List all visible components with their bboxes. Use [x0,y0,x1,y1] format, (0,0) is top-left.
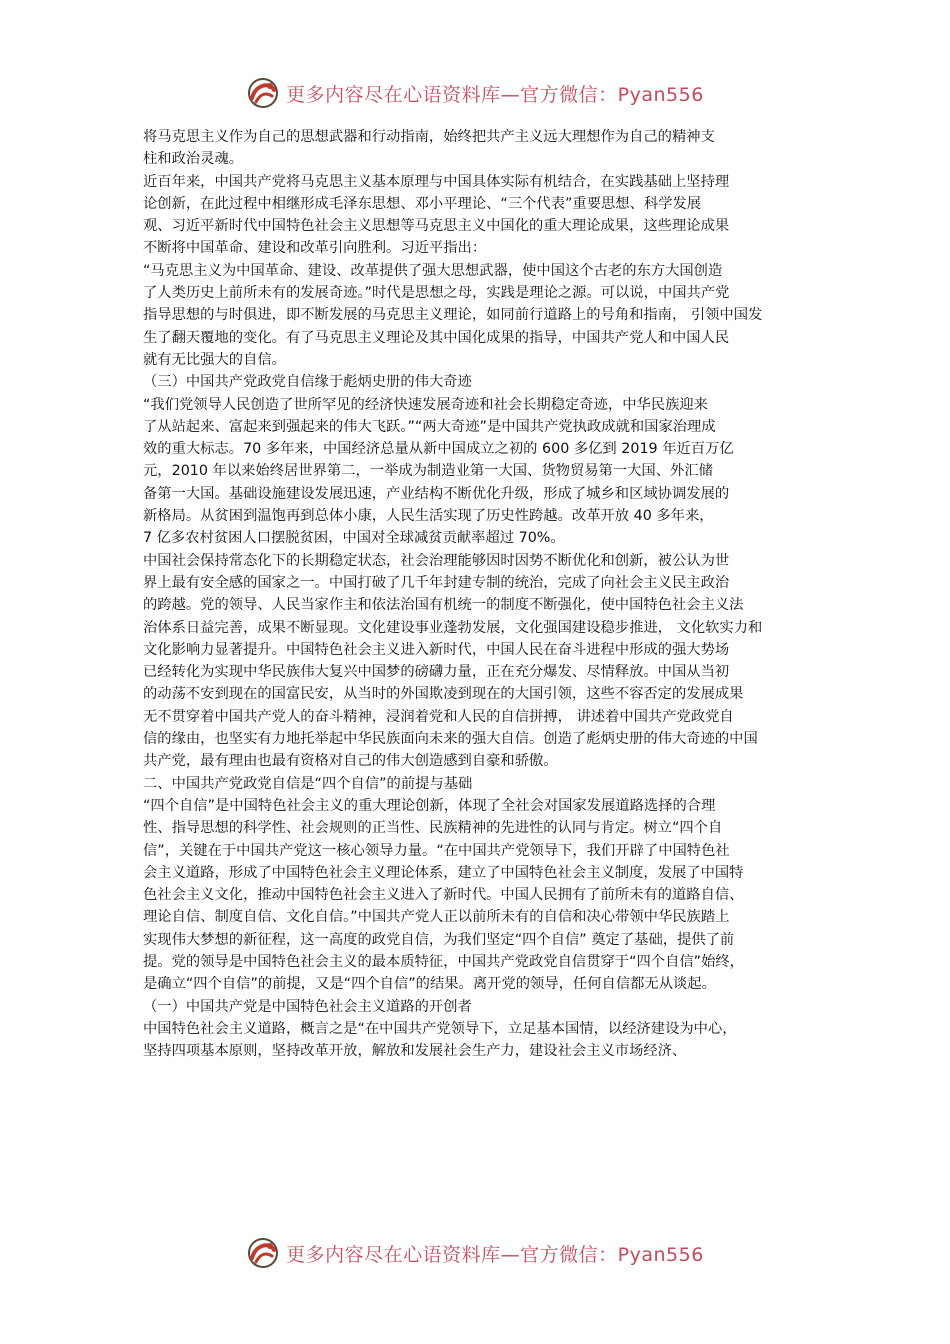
text-line: 论创新，在此过程中相继形成毛泽东思想、邓小平理论、“三个代表”重要思想、科学发展 [143,195,702,212]
text-line: 指导思想的与时俱进，即不断发展的马克思主义理论，如同前行道路上的号角和指南， 引领中国发 [143,307,763,324]
document-body [143,126,823,1062]
text-line: 性、指导思想的科学性、社会规则的正当性、民族精神的先进性的认同与肯定。树立“四个自 [143,820,723,837]
text-line: 共产党，最有理由也最有资格对自己的伟大创造感到自豪和骄傲。 [143,753,558,770]
text-line: “马克思主义为中国革命、建设、改革提供了强大思想武器，使中国这个古老的东方大国创造 [143,262,723,279]
text-line: （一）中国共产党是中国特色社会主义道路的开创者 [143,998,472,1015]
document-lines [143,126,823,1062]
text-line: 的跨越。党的领导、人民当家作主和依法治国有机统一的制度不断强化，使中国特色社会主义法 [143,597,744,614]
text-line: 提。党的领导是中国特色社会主义的最本质特征，中国共产党政党自信贯穿于“四个自信”始终， [143,953,744,970]
footer-banner [0,1233,950,1273]
logo-icon [246,1236,280,1270]
text-line: 二、中国共产党政党自信是“四个自信”的前提与基础 [143,775,473,792]
text-line: 实现伟大梦想的新征程，这一高度的政党自信，为我们坚定“四个自信” 奠定了基础，提供了前 [143,931,735,948]
text-line: 7 亿多农村贫困人口摆脱贫困，中国对全球减贫贡献率超过 70%。 [143,530,565,547]
text-line: 近百年来，中国共产党将马克思主义基本原理与中国具体实际有机结合，在实践基础上坚持理 [143,173,730,190]
text-line: 了从站起来、富起来到强起来的伟大飞跃。”“两大奇迹”是中国共产党执政成就和国家治理成 [143,418,716,435]
text-line: “我们党领导人民创造了世所罕见的经济快速发展奇迹和社会长期稳定奇迹，中华民族迎来 [143,396,708,413]
text-line: 治体系日益完善，成果不断显现。文化建设事业蓬勃发展，文化强国建设稳步推进， 文化软实力和 [143,619,763,636]
text-line: （三）中国共产党政党自信缘于彪炳史册的伟大奇迹 [143,374,472,391]
text-line: 理论自信、制度自信、文化自信。”中国共产党人正以前所未有的自信和决心带领中华民族踏上 [143,909,730,926]
text-line: “四个自信”是中国特色社会主义的重大理论创新，体现了全社会对国家发展道路选择的合理 [143,797,716,814]
text-line: 生了翻天覆地的变化。有了马克思主义理论及其中国化成果的指导，中国共产党人和中国人民 [143,329,730,346]
text-line: 的动荡不安到现在的国富民安，从当时的外国欺凌到现在的大国引领，这些不容否定的发展成果 [143,686,744,703]
text-line: 就有无比强大的自信。 [143,351,286,368]
text-line: 了人类历史上前所未有的发展奇迹。”时代是思想之母，实践是理论之源。可以说，中国共产党 [143,285,730,302]
text-line: 备第一大国。基础设施建设发展迅速，产业结构不断优化升级，形成了城乡和区域协调发展的 [143,485,730,502]
text-line: 将马克思主义作为自己的思想武器和行动指南，始终把共产主义远大理想作为自己的精神支 [143,129,715,145]
text-line: 色社会主义文化，推动中国特色社会主义进入了新时代。中国人民拥有了前所未有的道路自信、 [143,887,744,904]
text-line: 柱和政治灵魂。 [143,151,244,168]
text-line: 信”，关键在于中国共产党这一核心领导力量。“在中国共产党领导下，我们开辟了中国特色社 [143,842,730,859]
text-line: 元，2010 年以来始终居世界第二，一举成为制造业第一大国、货物贸易第一大国、外汇储 [143,463,713,480]
text-line: 信的缘由，也坚实有力地托举起中华民族面向未来的强大自信。创造了彪炳史册的伟大奇迹的中国 [143,731,758,748]
logo-icon [246,76,280,110]
text-line: 坚持四项基本原则，坚持改革开放，解放和发展社会生产力，建设社会主义市场经济、 [143,1043,687,1060]
text-line: 不断将中国革命、建设和改革引向胜利。习近平指出： [143,240,487,257]
text-line: 界上最有安全感的国家之一。中国打破了几千年封建专制的统治，完成了向社会主义民主政治 [143,574,730,591]
footer-banner-text: 更多内容尽在心语资料库—官方微信：Pyan556 [286,1243,704,1266]
text-line: 新格局。从贫困到温饱再到总体小康，人民生活实现了历史性跨越。改革开放 40 多年来， [143,508,714,525]
text-line: 是确立“四个自信”的前提，又是“四个自信”的结果。离开党的领导，任何自信都无从谈起。 [143,976,716,993]
header-banner-text: 更多内容尽在心语资料库—官方微信：Pyan556 [286,83,704,106]
text-line: 中国社会保持常态化下的长期稳定状态，社会治理能够因时因势不断优化和创新，被公认为世 [143,552,730,569]
text-line: 中国特色社会主义道路，概言之是“在中国共产党领导下，立足基本国情，以经济建设为中心， [143,1020,737,1037]
text-line: 会主义道路，形成了中国特色社会主义理论体系，建立了中国特色社会主义制度，发展了中国特 [143,864,744,881]
header-banner [0,73,950,113]
text-line: 观、习近平新时代中国特色社会主义思想等马克思主义中国化的重大理论成果，这些理论成果 [143,218,730,235]
text-line: 效的重大标志。70 多年来，中国经济总量从新中国成立之初的 600 多亿到 2019 年近百万亿 [143,441,734,458]
text-line: 无不贯穿着中国共产党人的奋斗精神，浸润着党和人民的自信拼搏， 讲述着中国共产党政党自 [143,708,734,725]
text-line: 已经转化为实现中华民族伟大复兴中国梦的磅礴力量，正在充分爆发、尽情释放。中国从当初 [143,664,730,681]
text-line: 文化影响力显著提升。中国特色社会主义进入新时代，中国人民在奋斗进程中形成的强大势场 [143,641,730,658]
